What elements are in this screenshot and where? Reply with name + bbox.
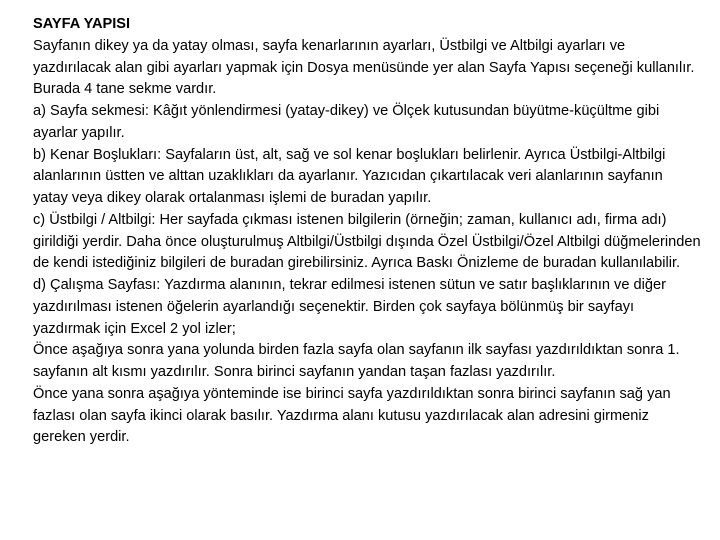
text-block [33,14,701,449]
paragraph-a-page-tab: a) Sayfa sekmesi: Kâğıt yönlendirmesi (yatay-dikey) ve Ölçek kutusundan büyütme-küçültme gibi ayarlar yapılır. [33,103,660,141]
paragraph-over-then-down: Önce yana sonra aşağıya yönteminde ise birinci sayfa yazdırıldıktan sonra birinci sayfanın sağ yan fazlası olan sayfa ikinci olarak basılır. Yazdırma alanı kutusu yazdırılacak alan adresini girmeniz gereken yerdir. [33,385,671,446]
document-title: SAYFA YAPISI [33,16,131,32]
intro-paragraph: Sayfanın dikey ya da yatay olması, sayfa kenarlarının ayarları, Üstbilgi ve Altbilgi ayarları ve yazdırılacak alan gibi ayarları yapmak için Dosya menüsünde yer alan Sayfa Yapısı seçeneği kullanılır. Burada 4 tane sekme vardır. [33,37,695,98]
paragraph-down-then-over: Önce aşağıya sonra yana yolunda birden fazla sayfa olan sayfanın ilk sayfası yazdırıldıktan sonra 1. sayfanın alt kısmı yazdırılır. Sonra birinci sayfanın yandan taşan fazlası yazdırılır. [33,342,680,380]
paragraph-b-margins: b) Kenar Boşlukları: Sayfaların üst, alt, sağ ve sol kenar boşlukları belirlenir. Ayrıca Üstbilgi-Altbilgi alanlarının üstten ve alttan uzaklıkları da ayarlanır. Yazıcıdan çıkartılacak veri alanlarının sayfanın yatay veya dikey olarak ortalanması işlemi de buradan yapılır. [33,146,666,206]
paragraph-d-worksheet: d) Çalışma Sayfası: Yazdırma alanının, tekrar edilmesi istenen sütun ve satır başlıklarının ve diğer yazdırılması istenen öğelerin ayarlandığı seçenektir. Birden çok sayfaya bölünmüş bir sayfayı yazdırmak için Excel 2 yol izler; [33,277,666,337]
paragraph-c-header-footer: c) Üstbilgi / Altbilgi: Her sayfada çıkması istenen bilgilerin (örneğin; zaman, kullanıcı adı, firma adı) girildiği yerdir. Daha önce oluşturulmuş Altbilgi/Üstbilgi dışında Özel Üstbilgi/Özel Altbilgi düğmelerinden de kendi istediğiniz bilgileri de buradan girebilirsiniz. Ayrıca Baskı Önizleme de buradan kullanılabilir. [33,211,701,272]
